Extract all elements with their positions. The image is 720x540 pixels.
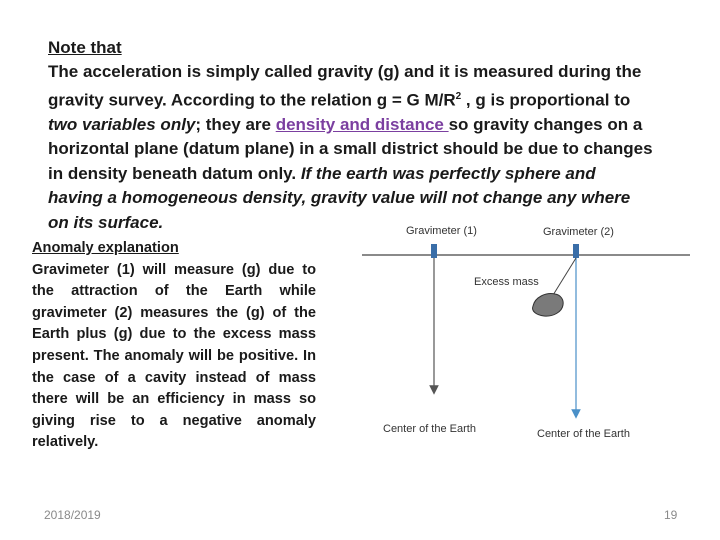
note-line-3-mid: ; they are [195, 114, 276, 134]
gravimeter-2-label: Gravimeter (2) [543, 226, 614, 238]
note-heading: Note that [48, 38, 122, 57]
gravimeter-1-label: Gravimeter (1) [406, 225, 477, 237]
center-earth-2-label: Center of the Earth [537, 428, 630, 440]
note-line-2-tail: , g is proportional to [461, 90, 631, 110]
note-line-3-tail: so gravity changes on a [448, 114, 643, 134]
note-line-4: horizontal plane (datum plane) in a small district should be due to changes [48, 139, 653, 159]
note-line-5-plain: in density beneath datum only. [48, 163, 301, 183]
note-line-3-italic: two variables only [48, 114, 196, 134]
page-number: 19 [664, 508, 678, 522]
note-line-5-italic: If the earth was perfectly sphere and [300, 163, 596, 183]
excess-mass-body [533, 294, 564, 317]
footer-year: 2018/2019 [44, 508, 101, 522]
note-line-2-text: gravity survey. According to the relation g = G M/R [48, 90, 456, 110]
note-line-6: having a homogeneous density, gravity value will not change any where [48, 188, 631, 208]
density-distance-link[interactable]: density and distance [275, 114, 449, 134]
center-earth-1-label: Center of the Earth [383, 423, 476, 435]
excess-mass-label: Excess mass [474, 276, 539, 288]
gravimeter-2 [573, 244, 579, 258]
note-line-7: on its surface. [48, 212, 164, 232]
note-line-1: The acceleration is simply called gravity (g) and it is measured during the [48, 62, 642, 82]
gravimeter-1 [431, 244, 437, 258]
note-line-2-superscript: 2 [455, 90, 462, 102]
anomaly-heading: Anomaly explanation [32, 240, 179, 256]
anomaly-body: Gravimeter (1) will measure (g) due to the attraction of the Earth while gravimeter (2) measures the (g) of the Earth plus (g) due to the excess mass present. The anomaly will be positive. In the case of a cavity instead of mass there will be an efficiency in mass so giving rise to a negative anomaly relatively. [32, 261, 316, 451]
